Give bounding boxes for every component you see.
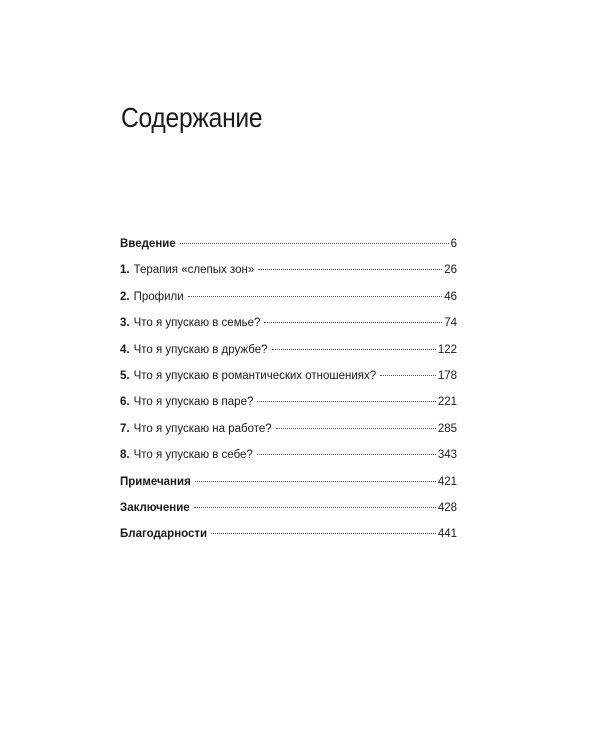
- toc-entry-chapter-3[interactable]: [120, 313, 457, 339]
- toc-entry-title: Заключение: [120, 501, 190, 514]
- toc-entry-number: 8.: [120, 449, 130, 462]
- toc-entry-chapter-8[interactable]: [120, 445, 457, 471]
- toc-entry-label: [120, 313, 260, 333]
- toc-entry-label: [120, 260, 254, 280]
- dot-leader: [194, 507, 436, 508]
- toc-entry-introduction[interactable]: [120, 234, 457, 260]
- toc-entry-chapter-7[interactable]: [120, 419, 457, 445]
- toc-entry-label: [120, 472, 191, 492]
- toc-entry-page: 421: [437, 475, 457, 488]
- toc-entry-page: 285: [437, 422, 457, 435]
- toc-entry-label: [120, 498, 190, 518]
- toc-entry-number: 3.: [120, 317, 130, 330]
- toc-entry-chapter-6[interactable]: [120, 392, 457, 418]
- toc-entry-number: 1.: [120, 264, 130, 277]
- dot-leader: [211, 533, 436, 534]
- toc-entry-number: 7.: [120, 422, 130, 435]
- toc-entry-label: [120, 445, 253, 465]
- toc-entry-title: Что я упускаю в семье?: [133, 317, 261, 330]
- toc-entry-title: Терапия «слепых зон»: [133, 264, 255, 277]
- toc-entry-page: 122: [437, 343, 457, 356]
- toc-entry-chapter-4[interactable]: [120, 340, 457, 366]
- toc-entry-conclusion[interactable]: [120, 498, 457, 524]
- toc-entry-chapter-5[interactable]: [120, 366, 457, 392]
- toc-entry-label: [120, 287, 184, 307]
- dot-leader: [258, 269, 442, 270]
- dot-leader: [272, 349, 436, 350]
- toc-entry-title: Что я упускаю в паре?: [133, 396, 254, 409]
- dot-leader: [195, 481, 436, 482]
- dot-leader: [180, 243, 449, 244]
- toc-entry-number: 5.: [120, 369, 130, 382]
- dot-leader: [257, 401, 435, 402]
- toc-entry-page: 74: [444, 317, 457, 330]
- toc-entry-page: 26: [444, 264, 457, 277]
- toc-entry-page: 441: [437, 528, 457, 541]
- toc-entry-page: 428: [437, 501, 457, 514]
- toc-entry-title: Что я упускаю в романтических отношениях?: [133, 369, 377, 382]
- toc-entry-label: [120, 524, 207, 544]
- toc-entry-page: 46: [444, 290, 457, 303]
- toc-entry-notes[interactable]: [120, 472, 457, 498]
- toc-entry-title: Введение: [120, 238, 176, 250]
- dot-leader: [264, 322, 442, 323]
- toc-entry-chapter-2[interactable]: [120, 287, 457, 313]
- dot-leader: [276, 428, 436, 429]
- toc-entry-label: [120, 234, 176, 254]
- toc-entry-number: 2.: [120, 290, 130, 303]
- toc-entry-label: [120, 340, 268, 360]
- toc-entry-label: [120, 419, 272, 439]
- toc-entry-title: Благодарности: [120, 528, 208, 541]
- toc-entry-label: [120, 392, 253, 412]
- toc-entry-title: Что я упускаю в себе?: [133, 449, 253, 462]
- toc-entry-title: Примечания: [120, 475, 191, 488]
- toc-entry-page: 221: [437, 396, 457, 409]
- toc-entry-chapter-1[interactable]: [120, 260, 457, 286]
- toc-entry-page: 343: [437, 449, 457, 462]
- toc-entry-label: [120, 366, 376, 386]
- dot-leader: [188, 296, 443, 297]
- toc-entry-number: 4.: [120, 343, 130, 356]
- table-of-contents: [120, 234, 457, 551]
- toc-entry-page: 6: [450, 238, 457, 250]
- page-title: Содержание: [121, 102, 263, 133]
- toc-entry-page: 178: [437, 369, 457, 382]
- toc-entry-number: 6.: [120, 396, 130, 409]
- dot-leader: [380, 375, 436, 376]
- toc-entry-acknowledgements[interactable]: [120, 524, 457, 550]
- toc-entry-title: Профили: [133, 290, 184, 303]
- dot-leader: [257, 454, 436, 455]
- toc-entry-title: Что я упускаю в дружбе?: [133, 343, 268, 356]
- toc-entry-title: Что я упускаю на работе?: [133, 422, 272, 435]
